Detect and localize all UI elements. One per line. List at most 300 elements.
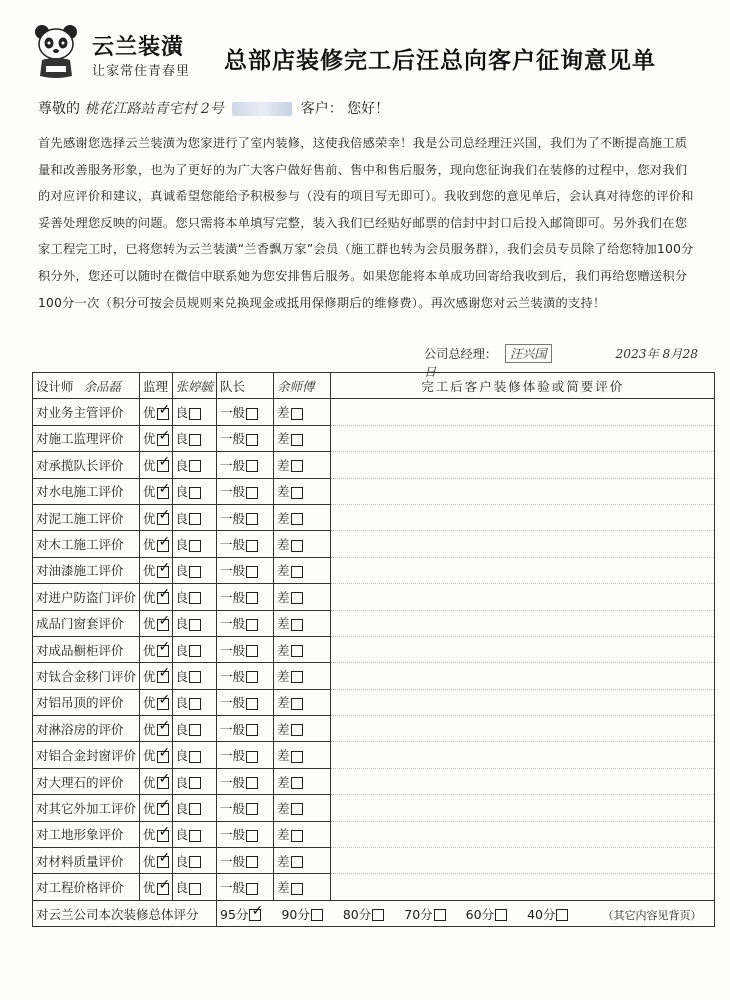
- foreman-value: 余师傅: [277, 378, 315, 394]
- comment-header: 完工后客户装修体验或简要评价: [331, 373, 715, 399]
- rating-option-label: 一般: [220, 457, 246, 473]
- rating-checkbox[interactable]: [157, 830, 169, 842]
- rating-checkbox[interactable]: [291, 460, 303, 472]
- rating-option-label: 一般: [220, 484, 246, 500]
- rating-checkbox[interactable]: [291, 856, 303, 868]
- rating-cell: [140, 452, 173, 478]
- comment-cell[interactable]: [331, 610, 715, 636]
- rating-checkbox[interactable]: [157, 487, 169, 499]
- rating-cell: [140, 874, 173, 900]
- rating-cell: [172, 874, 217, 900]
- rating-cell: [274, 425, 331, 451]
- rating-cell: [140, 636, 173, 662]
- rating-option-label: 优: [143, 510, 156, 526]
- score-checkbox[interactable]: [311, 909, 323, 921]
- rating-checkbox[interactable]: [291, 671, 303, 683]
- greeting-suffix: 客户： 您好！: [300, 101, 390, 117]
- rating-checkbox[interactable]: [157, 803, 169, 815]
- greeting-line: [38, 98, 698, 124]
- brand-name: 云兰装潢: [92, 35, 185, 60]
- rating-option-label: 一般: [220, 405, 246, 421]
- total-label: 对云兰公司本次装修总体评分: [33, 900, 217, 926]
- rating-checkbox[interactable]: [246, 883, 258, 895]
- rating-option-label: 良: [175, 827, 189, 843]
- rating-checkbox[interactable]: [291, 566, 303, 578]
- rating-option-label: 优: [143, 827, 156, 843]
- rating-cell: [172, 848, 217, 874]
- rating-option-label: 一般: [220, 563, 246, 579]
- comment-cell[interactable]: [331, 636, 715, 662]
- rating-checkbox[interactable]: [246, 566, 258, 578]
- rating-checkbox[interactable]: [157, 671, 169, 683]
- rating-cell: [172, 399, 217, 425]
- rating-checkbox[interactable]: [246, 434, 258, 446]
- rating-checkbox[interactable]: [246, 592, 258, 604]
- rating-option-label: 一般: [220, 853, 246, 869]
- comment-cell[interactable]: [331, 848, 715, 874]
- row-label: 对铝吊顶的评价: [33, 689, 140, 715]
- rating-cell: [217, 636, 274, 662]
- rating-cell: [274, 584, 331, 610]
- rating-option-label: 一般: [220, 642, 246, 658]
- rating-cell: [274, 768, 331, 794]
- rating-cell: [140, 584, 173, 610]
- rating-option-label: 优: [143, 457, 156, 473]
- score-label: 60分: [465, 906, 495, 922]
- rating-checkbox[interactable]: [157, 883, 169, 895]
- row-label: 对进户防盗门评价: [33, 584, 140, 610]
- rating-cell: [140, 848, 173, 874]
- row-label: 对材料质量评价: [33, 848, 140, 874]
- rating-cell: [217, 610, 274, 636]
- rating-option-label: 差: [277, 484, 290, 500]
- rating-option-label: 一般: [220, 668, 246, 684]
- rating-checkbox[interactable]: [246, 408, 258, 420]
- score-checkbox[interactable]: [372, 909, 384, 921]
- rating-checkbox[interactable]: [246, 777, 258, 789]
- rating-checkbox[interactable]: [189, 671, 201, 683]
- rating-option-label: 差: [277, 668, 290, 684]
- rating-checkbox[interactable]: [157, 460, 169, 472]
- rating-checkbox[interactable]: [157, 645, 169, 657]
- rating-cell: [217, 795, 274, 821]
- rating-cell: [140, 610, 173, 636]
- rating-cell: [217, 716, 274, 742]
- comment-cell[interactable]: [331, 874, 715, 900]
- table-row: [33, 821, 715, 847]
- rating-checkbox[interactable]: [246, 671, 258, 683]
- rating-checkbox[interactable]: [189, 830, 201, 842]
- score-option: [404, 907, 455, 922]
- rating-option-label: 优: [143, 748, 156, 764]
- rating-option-label: 良: [175, 853, 189, 869]
- rating-option-label: 优: [143, 537, 156, 553]
- rating-checkbox[interactable]: [246, 513, 258, 525]
- rating-option-label: 良: [175, 537, 189, 553]
- rating-checkbox[interactable]: [189, 724, 201, 736]
- comment-cell[interactable]: [331, 531, 715, 557]
- rating-option-label: 优: [143, 853, 156, 869]
- table-row: [33, 742, 715, 768]
- rating-cell: [274, 478, 331, 504]
- rating-option-label: 差: [277, 510, 290, 526]
- rating-checkbox[interactable]: [246, 619, 258, 631]
- rating-option-label: 良: [175, 484, 189, 500]
- designer-value: 余品磊: [83, 378, 122, 394]
- rating-checkbox[interactable]: [291, 751, 303, 763]
- comment-cell[interactable]: [331, 399, 715, 425]
- rating-cell: [172, 742, 217, 768]
- rating-option-label: 良: [175, 457, 189, 473]
- row-label: 对其它外加工评价: [33, 795, 140, 821]
- rating-checkbox[interactable]: [189, 803, 201, 815]
- rating-checkbox[interactable]: [246, 698, 258, 710]
- row-label: 对承揽队长评价: [33, 452, 140, 478]
- rating-checkbox[interactable]: [157, 592, 169, 604]
- table-row: [33, 425, 715, 451]
- row-label: 对工地形象评价: [33, 821, 140, 847]
- row-label: 成品门窗套评价: [33, 610, 140, 636]
- rating-checkbox[interactable]: [291, 777, 303, 789]
- score-label: 40分: [527, 906, 556, 922]
- foreman-label-cell: [217, 373, 274, 399]
- rating-cell: [274, 636, 331, 662]
- table-row: [33, 795, 715, 821]
- rating-cell: [140, 768, 173, 794]
- rating-option-label: 差: [277, 853, 290, 869]
- rating-option-label: 差: [277, 616, 290, 632]
- row-label: 对铝合金封窗评价: [33, 742, 140, 768]
- row-label: 对业务主管评价: [33, 399, 140, 425]
- rating-checkbox[interactable]: [291, 487, 303, 499]
- panda-logo: [30, 22, 82, 80]
- table-row: [33, 610, 715, 636]
- signature-label: 公司总经理：: [424, 347, 498, 361]
- rating-cell: [217, 874, 274, 900]
- rating-checkbox[interactable]: [291, 724, 303, 736]
- rating-cell: [172, 689, 217, 715]
- rating-cell: [274, 504, 331, 530]
- rating-option-label: 一般: [220, 800, 246, 816]
- score-options: [217, 900, 715, 926]
- rating-checkbox[interactable]: [246, 724, 258, 736]
- rating-option-label: 优: [143, 484, 156, 500]
- rating-cell: [217, 557, 274, 583]
- table-row: [33, 557, 715, 583]
- rating-cell: [140, 821, 173, 847]
- rating-option-label: 优: [143, 800, 156, 816]
- comment-cell[interactable]: [331, 821, 715, 847]
- foreman-value-cell: [274, 373, 331, 399]
- rating-checkbox[interactable]: [291, 434, 303, 446]
- rating-cell: [172, 716, 217, 742]
- rating-option-label: 优: [143, 642, 156, 658]
- score-option: [466, 907, 517, 922]
- rating-option-label: 优: [143, 668, 156, 684]
- rating-option-label: 差: [277, 748, 290, 764]
- rating-checkbox[interactable]: [291, 883, 303, 895]
- rating-option-label: 一般: [220, 616, 246, 632]
- rating-option-label: 良: [175, 563, 189, 579]
- rating-cell: [172, 531, 217, 557]
- rating-cell: [274, 821, 331, 847]
- rating-checkbox[interactable]: [157, 566, 169, 578]
- rating-checkbox[interactable]: [246, 803, 258, 815]
- signed-date: 2023年 8月28日: [424, 347, 698, 379]
- rating-option-label: 良: [175, 774, 189, 790]
- comment-cell[interactable]: [331, 663, 715, 689]
- rating-cell: [217, 504, 274, 530]
- rating-cell: [140, 689, 173, 715]
- rating-checkbox[interactable]: [157, 408, 169, 420]
- rating-cell: [274, 610, 331, 636]
- rating-cell: [172, 478, 217, 504]
- rating-option-label: 良: [175, 616, 189, 632]
- rating-cell: [172, 557, 217, 583]
- rating-option-label: 良: [175, 668, 189, 684]
- rating-checkbox[interactable]: [291, 803, 303, 815]
- rating-cell: [274, 557, 331, 583]
- rating-cell: [274, 795, 331, 821]
- supervisor-label: 监理: [143, 378, 169, 394]
- comment-cell[interactable]: [331, 557, 715, 583]
- table-row: [33, 399, 715, 425]
- row-label: 对水电施工评价: [33, 478, 140, 504]
- rating-cell: [217, 584, 274, 610]
- rating-cell: [172, 584, 217, 610]
- rating-checkbox[interactable]: [291, 619, 303, 631]
- row-label: 对工程价格评价: [33, 874, 140, 900]
- supervisor-value-cell: [172, 373, 217, 399]
- rating-cell: [274, 531, 331, 557]
- rating-checkbox[interactable]: [189, 460, 201, 472]
- rating-checkbox[interactable]: [246, 460, 258, 472]
- rating-option-label: 一般: [220, 589, 246, 605]
- table-row: [33, 452, 715, 478]
- rating-checkbox[interactable]: [157, 856, 169, 868]
- score-label: 95分: [220, 906, 249, 922]
- greeting-prefix: 尊敬的: [38, 101, 80, 117]
- rating-cell: [217, 848, 274, 874]
- comment-cell[interactable]: [331, 504, 715, 530]
- rating-option-label: 差: [277, 695, 290, 711]
- rating-checkbox[interactable]: [291, 830, 303, 842]
- rating-checkbox[interactable]: [291, 513, 303, 525]
- rating-cell: [274, 663, 331, 689]
- rating-option-label: 良: [175, 405, 189, 421]
- score-checkbox[interactable]: [556, 909, 568, 921]
- signature: 汪兴国: [505, 344, 552, 363]
- table-row: [33, 689, 715, 715]
- rating-option-label: 优: [143, 405, 156, 421]
- rating-checkbox[interactable]: [291, 540, 303, 552]
- designer-cell: [33, 373, 140, 399]
- rating-checkbox[interactable]: [189, 592, 201, 604]
- rating-checkbox[interactable]: [189, 619, 201, 631]
- score-label: 90分: [281, 906, 310, 922]
- rating-cell: [172, 795, 217, 821]
- rating-cell: [217, 399, 274, 425]
- comment-cell[interactable]: [331, 452, 715, 478]
- rating-checkbox[interactable]: [291, 592, 303, 604]
- rating-cell: [172, 504, 217, 530]
- rating-checkbox[interactable]: [157, 751, 169, 763]
- rating-checkbox[interactable]: [189, 856, 201, 868]
- rating-option-label: 优: [143, 431, 156, 447]
- rating-checkbox[interactable]: [189, 540, 201, 552]
- score-checkbox[interactable]: [495, 909, 507, 921]
- rating-checkbox[interactable]: [246, 487, 258, 499]
- supervisor-label-cell: [140, 373, 173, 399]
- rating-checkbox[interactable]: [189, 566, 201, 578]
- rating-cell: [217, 768, 274, 794]
- table-row: [33, 716, 715, 742]
- rating-checkbox[interactable]: [246, 830, 258, 842]
- rating-option-label: 优: [143, 721, 156, 737]
- row-label: 对淋浴房的评价: [33, 716, 140, 742]
- rating-cell: [274, 399, 331, 425]
- rating-cell: [274, 848, 331, 874]
- rating-cell: [217, 425, 274, 451]
- rating-checkbox[interactable]: [157, 619, 169, 631]
- score-checkbox[interactable]: [434, 909, 446, 921]
- table-row: [33, 874, 715, 900]
- rating-checkbox[interactable]: [157, 777, 169, 789]
- rating-cell: [140, 478, 173, 504]
- rating-option-label: 一般: [220, 748, 246, 764]
- brand-slogan: 让家常住青春里: [92, 64, 191, 79]
- rating-checkbox[interactable]: [291, 645, 303, 657]
- comment-cell[interactable]: [331, 795, 715, 821]
- row-label: 对钛合金移门评价: [33, 663, 140, 689]
- rating-checkbox[interactable]: [291, 408, 303, 420]
- score-checkbox[interactable]: [249, 909, 261, 921]
- rating-checkbox[interactable]: [157, 724, 169, 736]
- form-header: [0, 0, 730, 88]
- rating-cell: [217, 742, 274, 768]
- rating-option-label: 一般: [220, 431, 246, 447]
- comment-cell[interactable]: [331, 742, 715, 768]
- table-row: [33, 768, 715, 794]
- rating-cell: [172, 636, 217, 662]
- rating-option-label: 差: [277, 827, 290, 843]
- rating-option-label: 良: [175, 589, 189, 605]
- rating-option-label: 一般: [220, 510, 246, 526]
- row-label: 对木工施工评价: [33, 531, 140, 557]
- rating-checkbox[interactable]: [189, 645, 201, 657]
- comment-cell[interactable]: [331, 768, 715, 794]
- comment-cell[interactable]: [331, 478, 715, 504]
- rating-checkbox[interactable]: [189, 487, 201, 499]
- score-option: [527, 907, 578, 922]
- rating-checkbox[interactable]: [157, 698, 169, 710]
- table-row: [33, 663, 715, 689]
- rating-cell: [217, 531, 274, 557]
- score-label: 70分: [404, 906, 433, 922]
- rating-checkbox[interactable]: [189, 698, 201, 710]
- rating-cell: [172, 663, 217, 689]
- rating-cell: [217, 821, 274, 847]
- comment-cell[interactable]: [331, 584, 715, 610]
- rating-option-label: 优: [143, 774, 156, 790]
- rating-checkbox[interactable]: [246, 751, 258, 763]
- rating-checkbox[interactable]: [189, 434, 201, 446]
- comment-cell[interactable]: [331, 425, 715, 451]
- rating-cell: [140, 742, 173, 768]
- rating-cell: [217, 478, 274, 504]
- customer-address: 桃花江路站青宅村 2号: [84, 101, 224, 117]
- comment-cell[interactable]: [331, 689, 715, 715]
- rating-cell: [217, 663, 274, 689]
- rating-cell: [274, 874, 331, 900]
- rating-checkbox[interactable]: [189, 751, 201, 763]
- rating-cell: [140, 504, 173, 530]
- table-row: [33, 848, 715, 874]
- rating-option-label: 差: [277, 721, 290, 737]
- table-row: [33, 478, 715, 504]
- rating-option-label: 良: [175, 721, 189, 737]
- rating-cell: [217, 689, 274, 715]
- row-label: 对油漆施工评价: [33, 557, 140, 583]
- rating-checkbox[interactable]: [246, 645, 258, 657]
- rating-cell: [172, 768, 217, 794]
- table-row: [33, 584, 715, 610]
- rating-checkbox[interactable]: [189, 883, 201, 895]
- rating-cell: [140, 557, 173, 583]
- signature-line: [38, 344, 698, 379]
- rating-checkbox[interactable]: [189, 777, 201, 789]
- rating-checkbox[interactable]: [157, 434, 169, 446]
- foreman-label: 队长: [220, 378, 246, 394]
- row-label: 对成品橱柜评价: [33, 636, 140, 662]
- rating-option-label: 一般: [220, 537, 246, 553]
- rating-option-label: 优: [143, 616, 156, 632]
- rating-checkbox[interactable]: [189, 408, 201, 420]
- row-label: 对大理石的评价: [33, 768, 140, 794]
- rating-option-label: 差: [277, 431, 290, 447]
- rating-cell: [274, 689, 331, 715]
- rating-cell: [172, 425, 217, 451]
- rating-checkbox[interactable]: [246, 540, 258, 552]
- rating-cell: [140, 399, 173, 425]
- table-row: [33, 531, 715, 557]
- score-option: [220, 907, 271, 922]
- redacted-name: [232, 102, 292, 116]
- rating-checkbox[interactable]: [189, 513, 201, 525]
- rating-cell: [140, 425, 173, 451]
- rating-checkbox[interactable]: [246, 856, 258, 868]
- rating-cell: [140, 531, 173, 557]
- rating-option-label: 差: [277, 537, 290, 553]
- rating-cell: [140, 663, 173, 689]
- row-label: 对泥工施工评价: [33, 504, 140, 530]
- rating-checkbox[interactable]: [157, 513, 169, 525]
- rating-cell: [172, 821, 217, 847]
- rating-cell: [140, 716, 173, 742]
- rating-checkbox[interactable]: [291, 698, 303, 710]
- row-label: 对施工监理评价: [33, 425, 140, 451]
- rating-option-label: 优: [143, 589, 156, 605]
- supervisor-value: 张婷毓: [175, 378, 214, 394]
- table-row: [33, 636, 715, 662]
- comment-cell[interactable]: [331, 716, 715, 742]
- rating-option-label: 优: [143, 880, 156, 896]
- rating-option-label: 差: [277, 800, 290, 816]
- rating-cell: [274, 716, 331, 742]
- rating-option-label: 一般: [220, 695, 246, 711]
- rating-checkbox[interactable]: [157, 540, 169, 552]
- rating-cell: [217, 452, 274, 478]
